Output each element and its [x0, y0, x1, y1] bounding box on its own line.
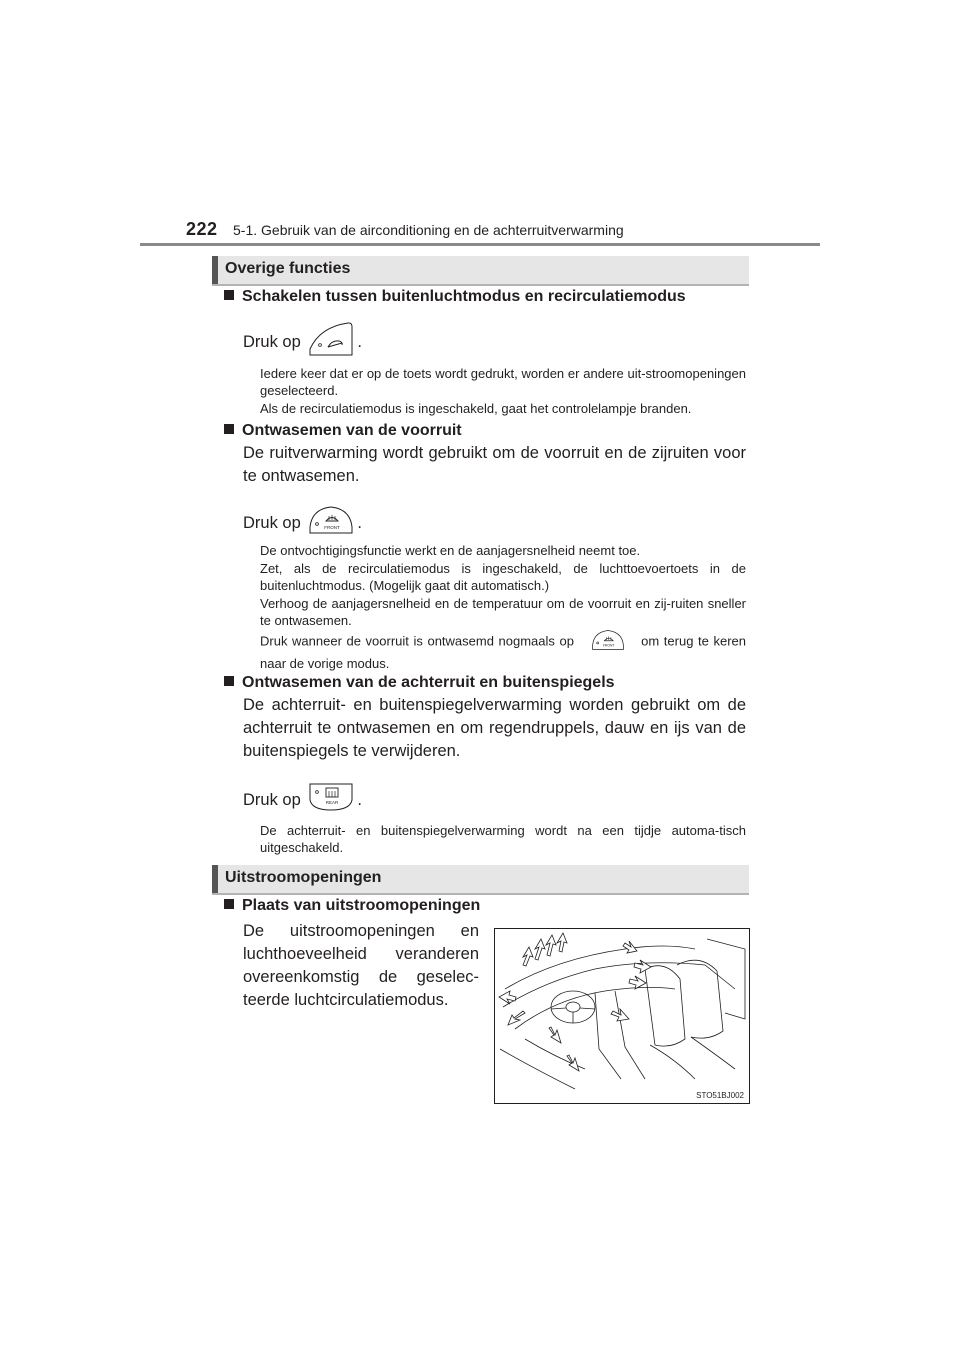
vent-arrow [623, 941, 637, 953]
vent-arrow [508, 1011, 525, 1025]
vent-arrow [634, 960, 651, 973]
section-accent [212, 865, 218, 893]
subheading-recirculation: Schakelen tussen buitenluchtmodus en recirculatiemodus [224, 288, 686, 306]
vent-arrow [549, 1027, 561, 1043]
bullet-square-icon [224, 899, 234, 909]
note-front-defog-1: De ontvochtigingsfunctie werkt en de aanjagersnelheid neemt toe. [260, 543, 641, 558]
section-title: Overige functies [225, 260, 351, 277]
vent-arrow [499, 991, 516, 1004]
paragraph-rear-defog: De achterruit- en buitenspiegelverwarming worden gebruikt om de achterruit te ontwasemen en om regendruppels, dauw en ijs van de buitenspiegels te verwijderen. [243, 696, 746, 760]
section-accent [212, 256, 218, 284]
vent-arrow [535, 939, 545, 960]
chapter-title: 5-1. Gebruik van de airconditioning en de achterruitverwarming [233, 222, 624, 238]
header-divider [140, 243, 820, 246]
recirculation-button-icon [308, 321, 354, 364]
car-interior-drawing [495, 929, 749, 1103]
subheading-vent-location: Plaats van uitstroomopeningen [224, 897, 480, 915]
page-number: 222 [186, 219, 218, 239]
front-defroster-button-icon [308, 505, 354, 542]
svg-text:FRONT: FRONT [602, 643, 614, 648]
vent-arrow [629, 976, 646, 989]
note-front-defog-4: Druk wanneer de voorruit is ontwasemd nogmaals op FRONT om terug te keren naar de vorige modus. [260, 629, 746, 672]
paragraph-front-defog: De ruitverwarming wordt gebruikt om de voorruit en de zijruiten voor te ontwasemen. [243, 444, 746, 485]
svg-text:FRONT: FRONT [324, 525, 341, 530]
instruction-recirculation: Druk op . [243, 321, 362, 364]
paragraph-vents: De uitstroomopeningen en luchthoeveelheid veranderen overeenkomstig de geselec-teerde luchtcirculatiemodus. [243, 922, 479, 1009]
subheading-rear-defog: Ontwasemen van de achterruit en buitenspiegels [224, 674, 615, 692]
note-rear-defog-1: De achterruit- en buitenspiegelverwarming wordt na een tijdje automa-tisch uitgeschakeld. [260, 823, 746, 855]
vent-arrow [523, 947, 533, 966]
note-recirculation-1: Iedere keer dat er op de toets wordt gedrukt, worden er andere uit-stroomopeningen geselecteerd. [260, 366, 746, 398]
section-title: Uitstroomopeningen [225, 869, 382, 886]
note-recirculation-2: Als de recirculatiemodus is ingeschakeld, gaat het controlelampje branden. [260, 401, 692, 416]
car-interior-vents-illustration [494, 928, 750, 1104]
rear-defroster-button-icon [308, 782, 354, 819]
bullet-square-icon [224, 676, 234, 686]
vent-arrow [611, 1009, 629, 1021]
vent-arrow [567, 1055, 579, 1071]
section-header-uitstroomopeningen [212, 865, 749, 895]
note-front-defog-3: Verhoog de aanjagersnelheid en de temperatuur om de voorruit en zij-ruiten sneller te ontwasemen. [260, 596, 746, 628]
figure-code: STO51BJ002 [696, 1091, 744, 1100]
vent-arrow [546, 935, 556, 956]
front-defroster-button-icon [585, 629, 631, 655]
bullet-square-icon [224, 424, 234, 434]
note-front-defog-2: Zet, als de recirculatiemodus is ingeschakeld, de luchttoevoertoets in de buitenluchtmodus. (Mogelijk gaat dit automatisch.) [260, 561, 746, 593]
instruction-front-defog: Druk op FRONT . [243, 505, 362, 542]
instruction-rear-defog: Druk op REAR . [243, 782, 362, 819]
subheading-front-defog: Ontwasemen van de voorruit [224, 422, 462, 440]
section-header-overige-functies [212, 256, 749, 286]
vent-arrow [557, 933, 567, 952]
bullet-square-icon [224, 290, 234, 300]
svg-text:REAR: REAR [326, 800, 339, 805]
